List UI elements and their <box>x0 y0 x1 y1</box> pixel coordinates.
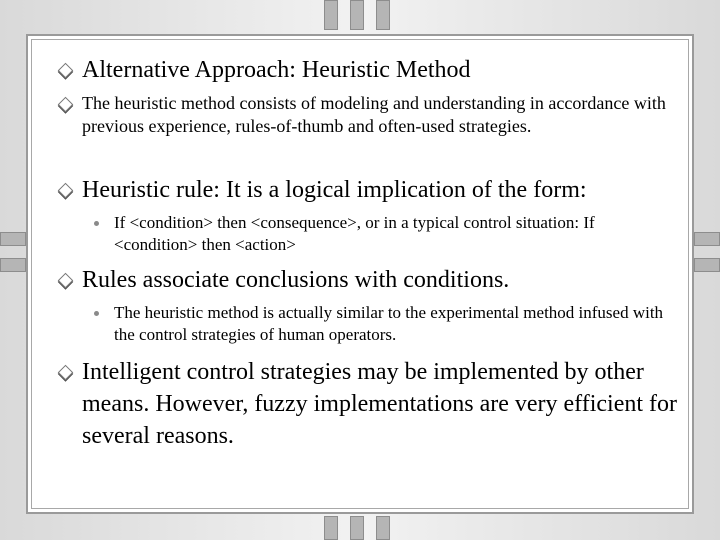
bullet-text: Intelligent control strategies may be implemented by other means. However, fuzzy implementations are very efficient for several reasons. <box>82 359 678 449</box>
dot-bullet-icon <box>94 221 99 226</box>
sub-bullet-item <box>114 212 674 256</box>
bullet-text: Rules associate conclusions with conditions. <box>82 267 510 293</box>
bullet-item <box>82 264 682 296</box>
bullet-item <box>82 356 682 452</box>
sub-bullet-text: The heuristic method is actually similar to the experimental method infused with the control strategies of human operators. <box>114 303 664 344</box>
sub-bullet-item <box>114 302 674 346</box>
bullet-text: Alternative Approach: Heuristic Method <box>82 57 471 83</box>
dot-bullet-icon <box>94 311 99 316</box>
bullet-item <box>82 92 682 138</box>
diamond-bullet-icon <box>58 63 74 79</box>
sub-bullet-text: If <condition> then <consequence>, or in a typical control situation: If <condition> then <action> <box>114 213 595 254</box>
diamond-bullet-icon <box>58 97 74 113</box>
bullet-text: Heuristic rule: It is a logical implication of the form: <box>82 177 587 203</box>
diamond-bullet-icon <box>58 365 74 381</box>
diamond-bullet-icon <box>58 183 74 199</box>
bullet-text: The heuristic method consists of modeling and understanding in accordance with previous experience, rules-of-thumb and often-used strategies. <box>82 93 666 136</box>
bullet-item <box>82 174 682 206</box>
diamond-bullet-icon <box>58 273 74 289</box>
bullet-item <box>82 54 682 86</box>
